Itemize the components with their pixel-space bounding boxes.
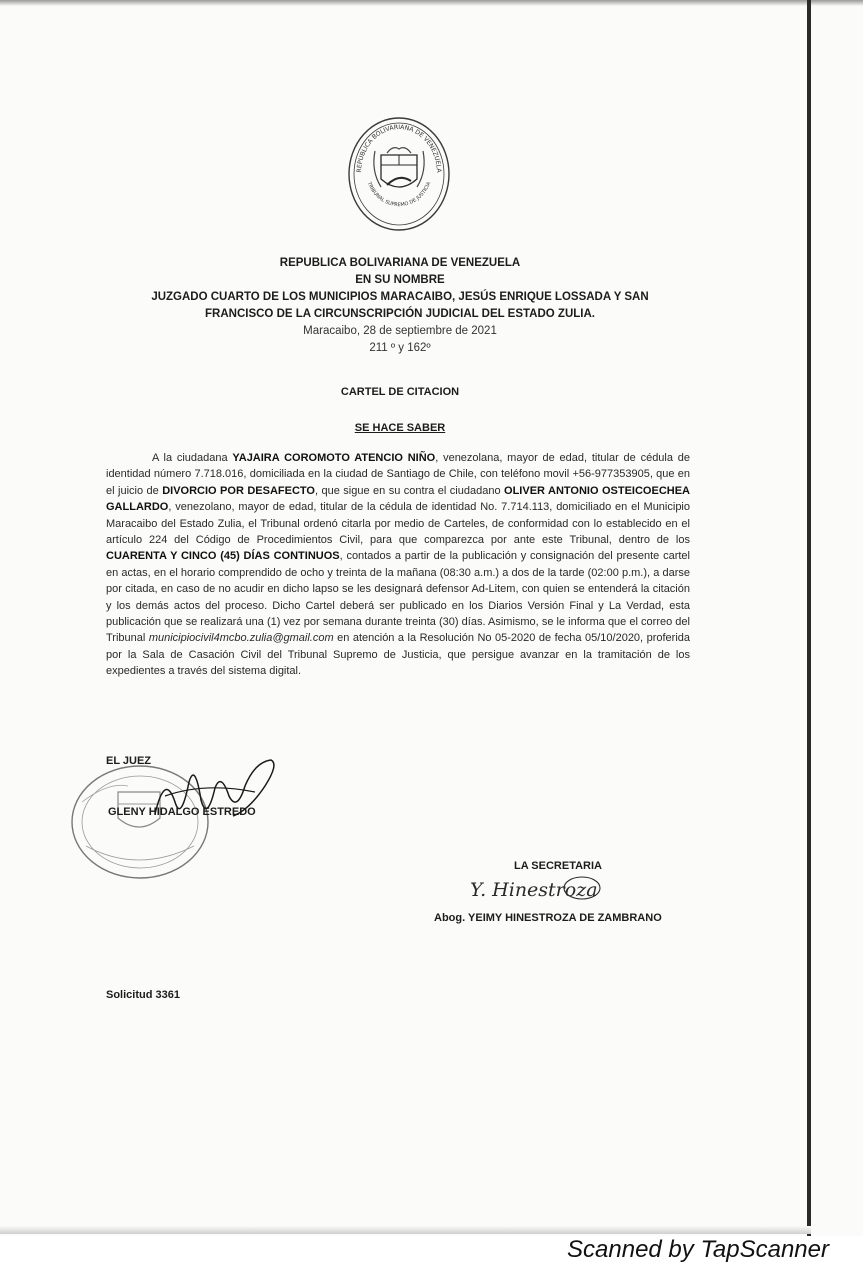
body-seg-6: , venezolano, mayor de edad, titular de la cédula de identidad No. 7.714.113, domiciliado en el Municipio Maracaibo del Estado Zulia, el Tribunal ordenó citarla por medio de Carteles, de conformidad con lo establecido en el artículo 224 del Código de Procedimientos Civil, para que comparezca por ante este Tribunal, dentro de los: [106, 501, 690, 547]
coat-of-arms-seal: [347, 115, 451, 233]
body-seg-dias: CUARENTA Y CINCO (45) DÍAS CONTINUOS: [106, 550, 340, 563]
shield-icon: [374, 148, 424, 187]
body-seg-name-oliver: OLIVER ANTONIO OSTEICOECHEA GALLARDO: [106, 484, 690, 514]
body-seg-0: A la ciudadana: [152, 452, 233, 464]
body-seg-8: , contados a partir de la publicación y consignación del presente cartel en actas, en el horario comprendido de ocho y treinta de la mañana (08:30 a.m.) a dos de la tarde (02:00 p.m.), a darse por citada, en caso de no acudir en dicho lapso se les designará defensor Ad-Litem, con quien se entenderá la citación y los demás actos del proceso. Dicho Cartel deberá ser publicado en los Diarios Versión Final y La Verdad, esta publicación que se realizará una (1) vez por semana durante treinta (30) días. Asimismo, se le informa que el correo del Tribunal: [106, 550, 690, 645]
body-seg-2: , venezolana, mayor de edad, titular de cédula de identidad número 7.718.016, domiciliada en la ciudad de Santiago de Chile, con teléfono movil +56-977353905, que en el juicio de: [106, 452, 691, 497]
body-seg-name-yajaira: YAJAIRA COROMOTO ATENCIO NIÑO: [232, 452, 436, 464]
body-seg-divorcio: DIVORCIO POR DESAFECTO: [162, 484, 315, 497]
page-edge-right: [807, 0, 811, 1236]
judge-name: GLENY HIDALGO ESTREDO: [108, 806, 256, 818]
place-date: Maracaibo, 28 de septiembre de 2021: [303, 325, 497, 337]
scanner-watermark: Scanned by TapScanner: [567, 1236, 829, 1263]
seal-inner-text: TRIBUNAL SUPREMO DE JUSTICIA: [365, 181, 433, 209]
solicitud-number: Solicitud 3361: [106, 989, 180, 1001]
header-line-name: EN SU NOMBRE: [355, 274, 445, 286]
header-line-circumscription: FRANCISCO DE LA CIRCUNSCRIPCIÓN JUDICIAL DEL ESTADO ZULIA.: [205, 308, 595, 320]
header-line-court: JUZGADO CUARTO DE LOS MUNICIPIOS MARACAIBO, JESÚS ENRIQUE LOSSADA Y SAN: [151, 291, 649, 303]
page-shadow-top: [0, 0, 863, 6]
document-header: [80, 255, 720, 357]
body-seg-4: , que sigue en su contra el ciudadano: [314, 484, 505, 497]
body-seg-10: en atención a la Resolución No 05-2020 de fecha 05/10/2020, proferida por la Sala de Casación Civil del Tribunal Supremo de Justicia, que persigue avanzar en la tramitación de los expedientes a través del sistema digital.: [106, 632, 691, 678]
subtitle-se-hace-saber: SE HACE SABER: [354, 422, 446, 434]
secretary-signature-text: Y. Hinestroza: [470, 879, 598, 901]
judge-label: EL JUEZ: [106, 755, 152, 767]
svg-text:TRIBUNAL SUPREMO DE JUSTICIA: [365, 180, 432, 208]
seal-outer-text: REPUBLICA BOLIVARIANA DE VENEZUELA: [355, 123, 443, 173]
body-paragraph: [106, 450, 690, 680]
document-subtitle: [80, 418, 720, 436]
title-cartel: CARTEL DE CITACION: [340, 386, 460, 398]
body-seg-email: municipiocivil4mcbo.zulia@gmail.com: [148, 632, 334, 645]
secretary-label: LA SECRETARIA: [514, 860, 602, 872]
secretary-name: Abog. YEIMY HINESTROZA DE ZAMBRANO: [434, 912, 662, 924]
document-title: [80, 382, 720, 400]
years: 211 º y 162º: [369, 342, 431, 354]
secretary-signature: [466, 872, 606, 906]
judge-signature: [145, 752, 285, 832]
page-shadow-bottom: [0, 1226, 811, 1234]
header-line-republic: REPUBLICA BOLIVARIANA DE VENEZUELA: [279, 257, 521, 269]
